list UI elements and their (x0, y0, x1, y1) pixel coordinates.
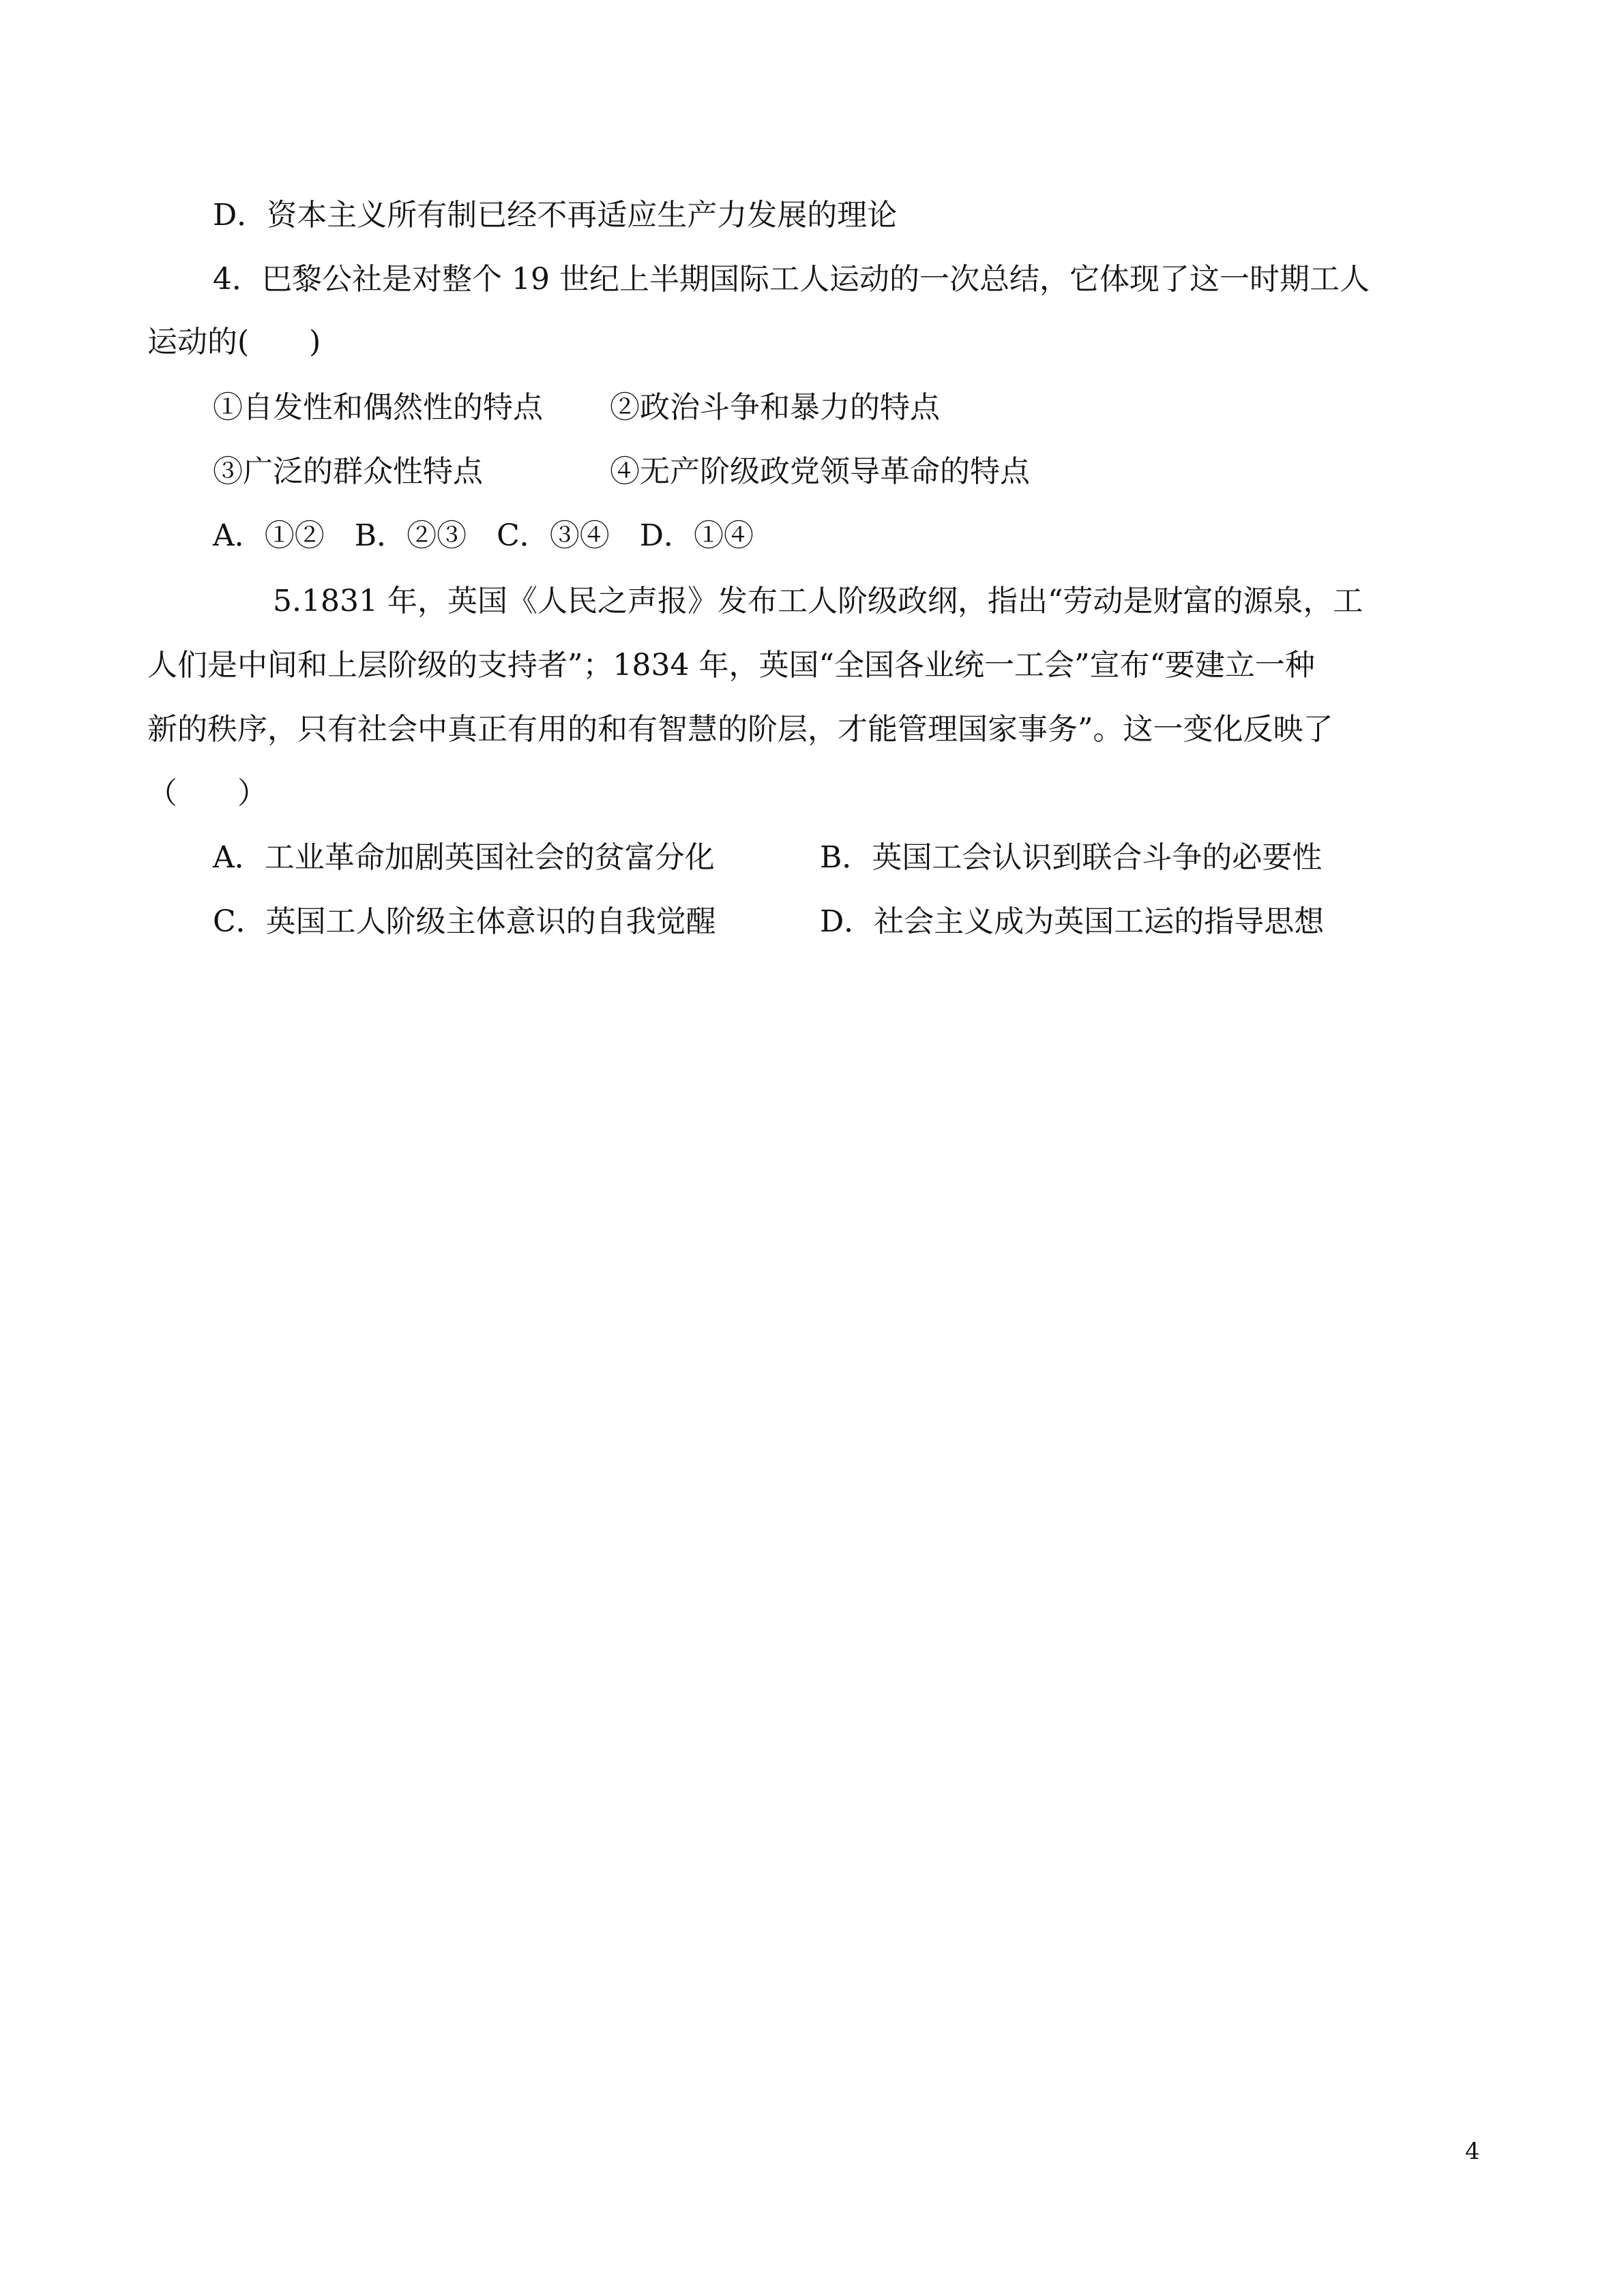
page-number: 4 (1465, 2138, 1480, 2165)
q4-items-row-1 (213, 387, 940, 428)
q5-stem-line-1: 5.1831 年，英国《人民之声报》发布工人阶级政纲，指出“劳动是财富的源泉，工 (273, 584, 1363, 618)
q5-stem-line-2: 人们是中间和上层阶级的支持者”；1834 年，英国“全国各业统一工会”宣布“要建立一种 (147, 648, 1315, 683)
q4-item-1: ①自发性和偶然性的特点 (213, 390, 543, 425)
q4-item-3: ③广泛的群众性特点 (213, 454, 483, 489)
q4-stem-line-1: 4．巴黎公社是对整个 19 世纪上半期国际工人运动的一次总结，它体现了这一时期工人 (213, 262, 1370, 297)
q4-item-4: ④无产阶级政党领导革命的特点 (610, 454, 1030, 489)
q4-items-row-2 (213, 451, 1030, 492)
q3-option-d: D．资本主义所有制已经不再适应生产力发展的理论 (213, 198, 898, 233)
q5-stem-line-4: （ ） (147, 776, 267, 811)
q5-option-b: B．英国工会认识到联合斗争的必要性 (820, 840, 1323, 875)
q4-item-2: ②政治斗争和暴力的特点 (610, 390, 940, 425)
q5-options-row-2 (213, 901, 1324, 942)
q4-options: A．①② B．②③ C．③④ D．①④ (213, 518, 754, 553)
q5-option-d: D．社会主义成为英国工运的指导思想 (820, 904, 1325, 939)
q4-stem-line-2: 运动的( ) (147, 325, 321, 359)
q5-stem-line-3: 新的秩序，只有社会中真正有用的和有智慧的阶层，才能管理国家事务”。这一变化反映了 (147, 712, 1333, 747)
q5-options-row-1 (213, 837, 1322, 878)
q5-option-c: C．英国工人阶级主体意识的自我觉醒 (213, 904, 716, 939)
q5-option-a: A．工业革命加剧英国社会的贫富分化 (213, 840, 715, 875)
